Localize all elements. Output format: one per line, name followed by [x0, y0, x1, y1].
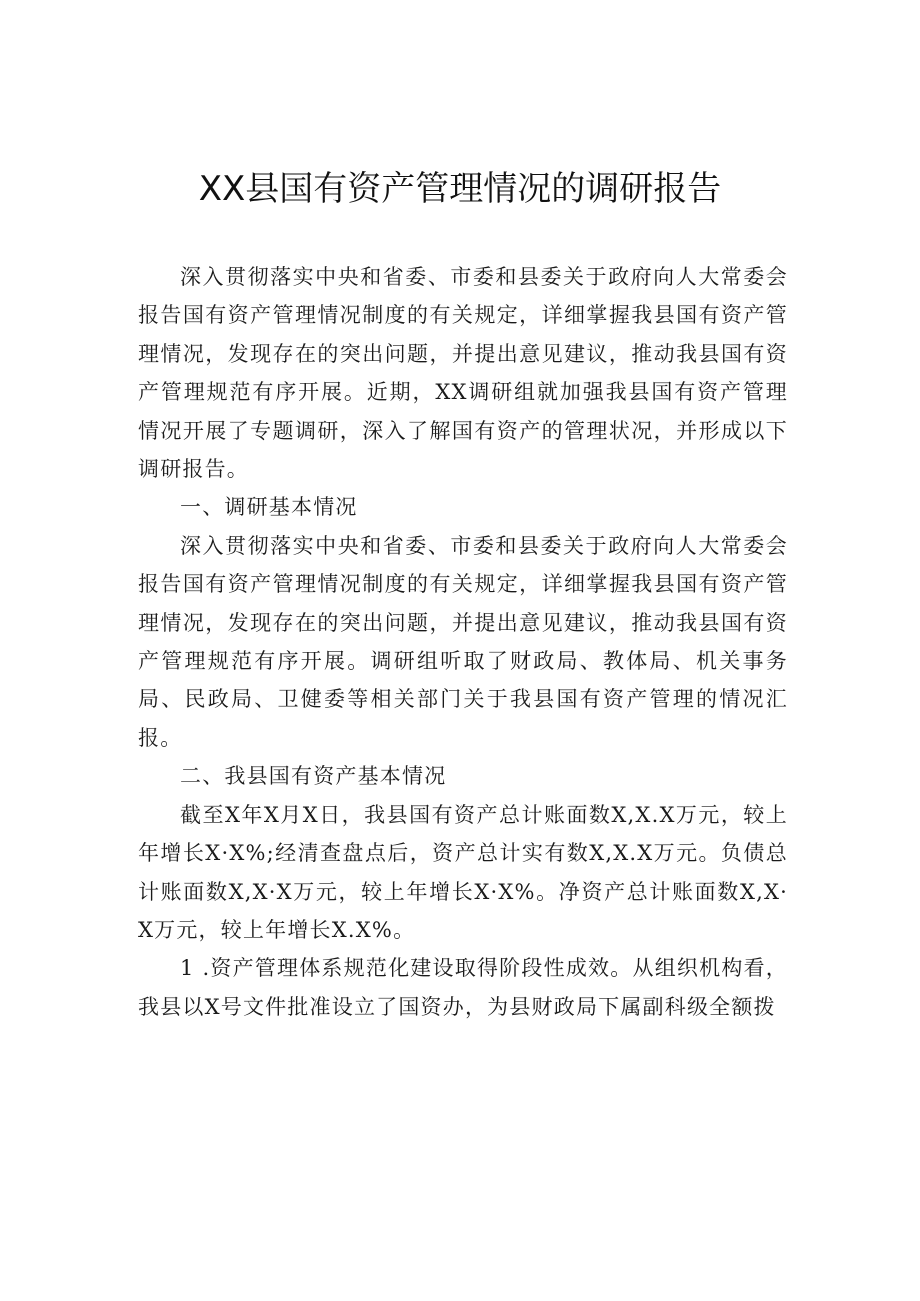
section-heading-1: 一、调研基本情况	[180, 495, 358, 520]
subsection-1-paragraph: 1 .资产管理体系规范化建设取得阶段性成效。从组织机构看，我县以X号文件批准设立了国资办，为县财政局下属副科级全额拨	[138, 956, 788, 1019]
document-title: XX县国有资产管理情况的调研报告	[198, 169, 722, 209]
section-heading-2: 二、我县国有资产基本情况	[180, 764, 447, 789]
section-1-paragraph: 深入贯彻落实中央和省委、市委和县委关于政府向人大常委会报告国有资产管理情况制度的有关规定，详细掌握我县国有资产管理情况，发现存在的突出问题，并提出意见建议，推动我县国有资产管理规范有序开展。调研组听取了财政局、教体局、机关事务局、民政局、卫健委等相关部门关于我县国有资产管理的情况汇报。	[138, 533, 788, 750]
assets-figures-paragraph: 截至X年X月X日，我县国有资产总计账面数X,X.X万元，较上年增长X·X%;经清查盘点后，资产总计实有数X,X.X万元。负债总计账面数X,X·X万元，较上年增长X·X%。净资产总计账面数X,X·X万元，较上年增长X.X%。	[138, 802, 788, 942]
intro-paragraph: 深入贯彻落实中央和省委、市委和县委关于政府向人大常委会报告国有资产管理情况制度的有关规定，详细掌握我县国有资产管理情况，发现存在的突出问题，并提出意见建议，推动我县国有资产管理规范有序开展。近期，XX调研组就加强我县国有资产管理情况开展了专题调研，深入了解国有资产的管理状况，并形成以下调研报告。	[138, 265, 788, 482]
document-body	[138, 258, 788, 1026]
